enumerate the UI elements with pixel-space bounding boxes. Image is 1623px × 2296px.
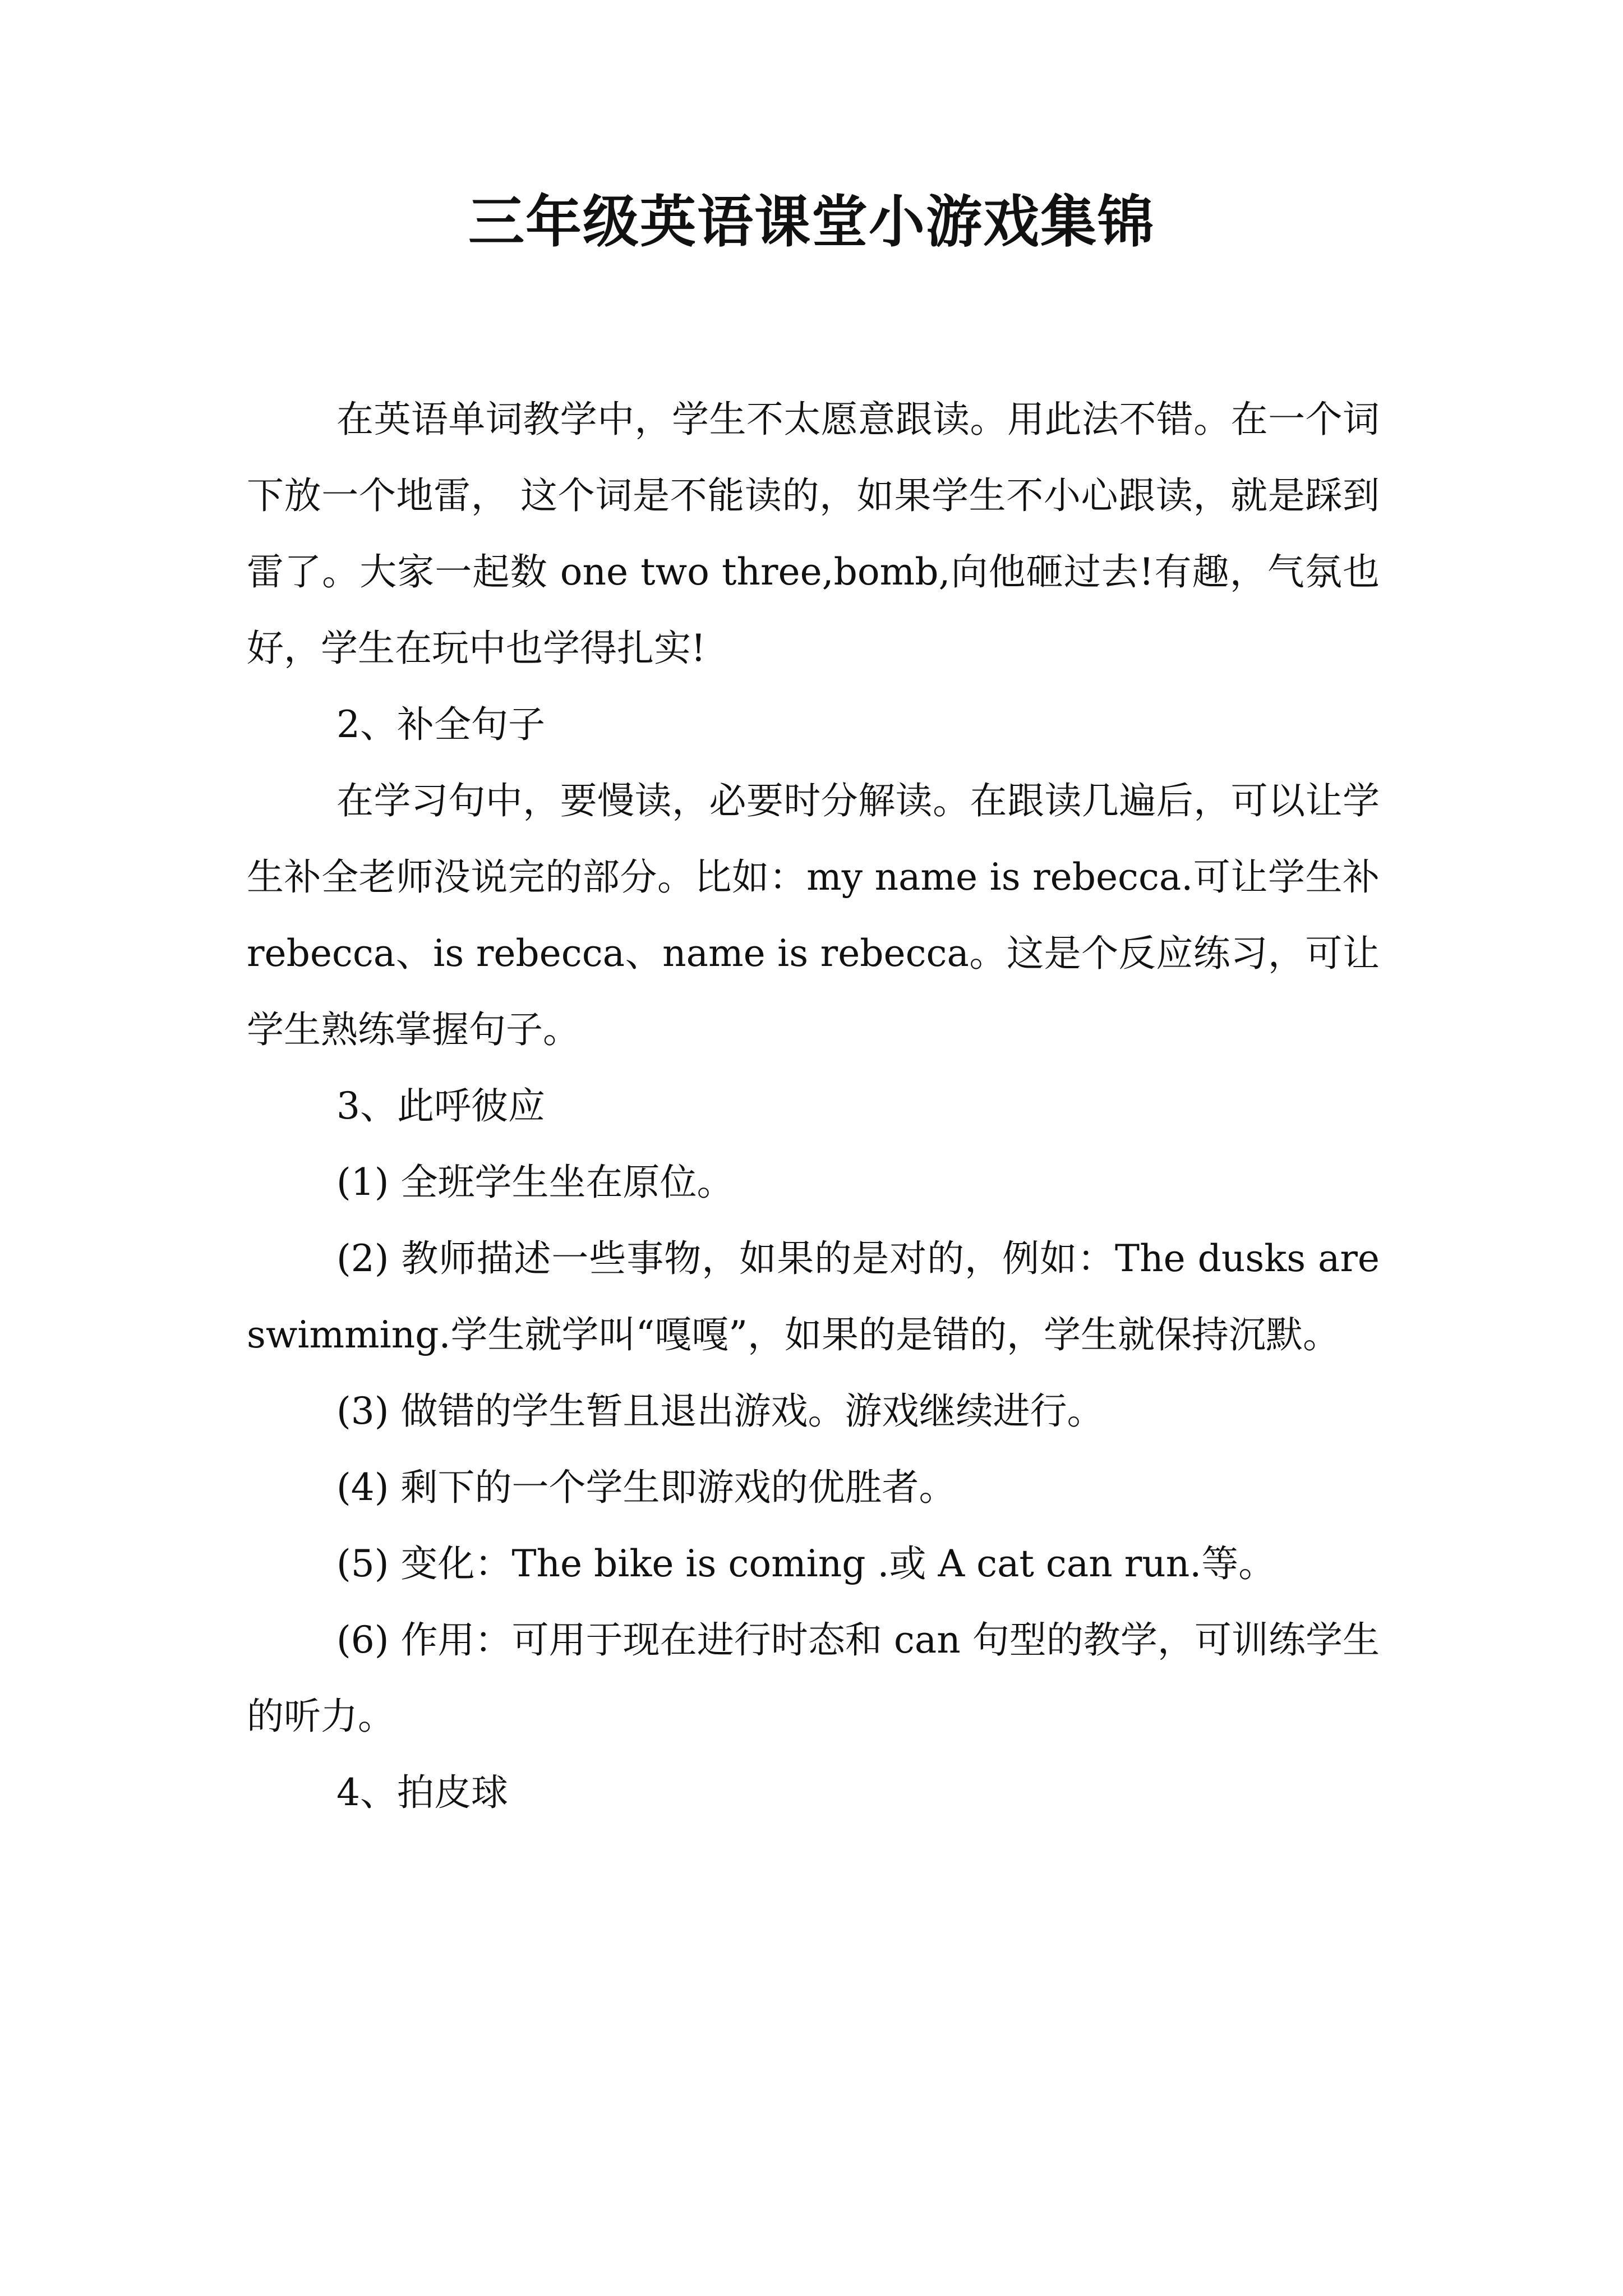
list-item-3: (3) 做错的学生暂且退出游戏。游戏继续进行。 bbox=[336, 1389, 1104, 1433]
section-heading-3: 3、此呼彼应 bbox=[336, 1084, 545, 1128]
list-item-4: (4) 剩下的一个学生即游戏的优胜者。 bbox=[336, 1466, 956, 1509]
list-item-2: (2) 教师描述一些事物，如果的是对的，例如：The dusks are swimming.学生就学叫“嘎嘎”，如果的是错的，学生就保持沉默。 bbox=[247, 1237, 1380, 1356]
paragraph-complete-sentence: 在学习句中，要慢读，必要时分解读。在跟读几遍后，可以让学生补全老师没说完的部分。比如：my name is rebecca.可让学生补 rebecca、is rebecca、name is rebecca。这是个反应练习，可让学生熟练掌握句子。 bbox=[247, 779, 1380, 1051]
section-heading-2: 2、补全句子 bbox=[336, 703, 545, 746]
list-item-5: (5) 变化：The bike is coming .或 A cat can run.等。 bbox=[336, 1542, 1276, 1585]
paragraph-intro: 在英语单词教学中，学生不太愿意跟读。用此法不错。在一个词下放一个地雷， 这个词是不能读的，如果学生不小心跟读，就是踩到雷了。大家一起数 one two three,bomb,向他砸过去!有趣，气氛也好，学生在玩中也学得扎实! bbox=[247, 398, 1380, 670]
list-item-1: (1) 全班学生坐在原位。 bbox=[336, 1161, 734, 1204]
section-heading-4: 4、拍皮球 bbox=[336, 1771, 508, 1814]
document-body bbox=[247, 381, 1380, 1831]
list-item-6: (6) 作用：可用于现在进行时态和 can 句型的教学，可训练学生的听力。 bbox=[247, 1618, 1380, 1738]
document-title: 三年级英语课堂小游戏集锦 bbox=[468, 188, 1155, 255]
